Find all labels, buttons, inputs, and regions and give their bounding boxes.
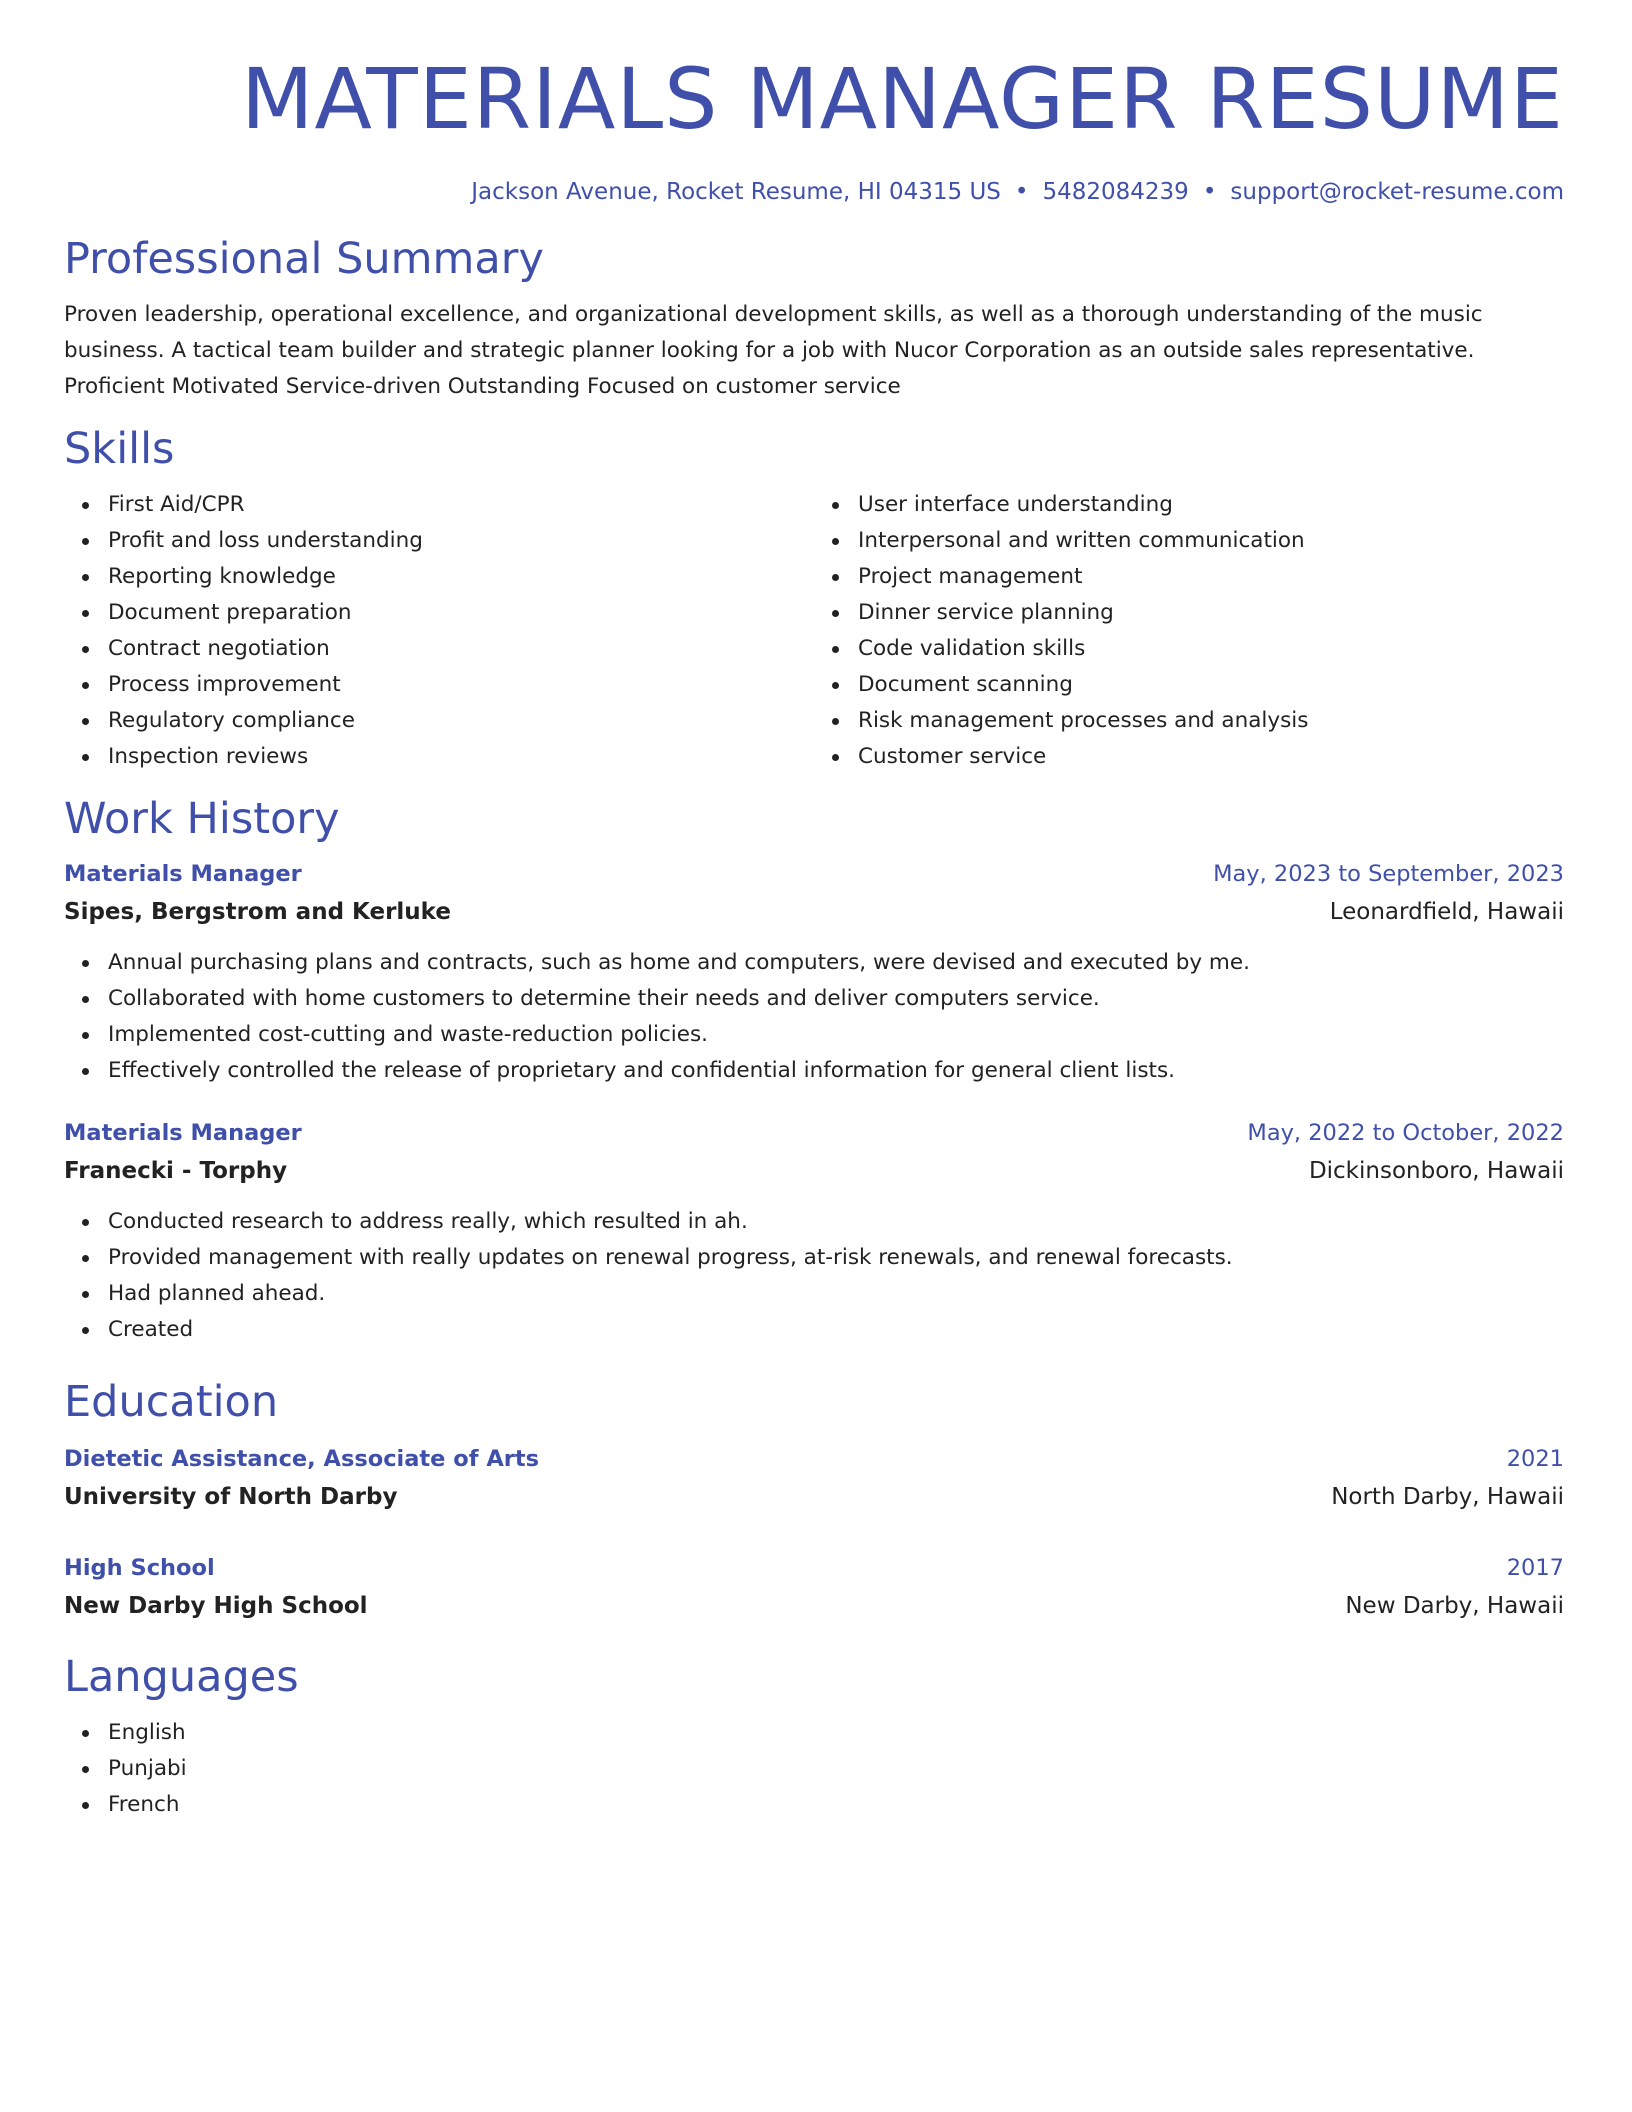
job-bullets	[64, 945, 1564, 1089]
work-entry-header	[64, 855, 1564, 893]
education-entry-subheader	[64, 1478, 1564, 1516]
skill-item: Risk management processes and analysis	[858, 703, 1564, 739]
school-name: New Darby High School	[64, 1593, 368, 1619]
job-bullet: Provided management with really updates on renewal progress, at-risk renewals, and renewal forecasts.	[108, 1240, 1564, 1276]
education-entry-header	[64, 1549, 1564, 1587]
job-title: Materials Manager	[64, 1120, 302, 1146]
contact-phone: 5482084239	[1042, 179, 1189, 205]
skills-column-left	[64, 487, 814, 775]
skills-list	[64, 487, 1564, 775]
education-heading: Education	[64, 1377, 279, 1427]
skill-item: First Aid/CPR	[108, 487, 814, 523]
contact-email[interactable]: support@rocket-resume.com	[1230, 179, 1564, 205]
skill-item: Process improvement	[108, 667, 814, 703]
work-entry-subheader	[64, 1152, 1564, 1190]
skill-item: Reporting knowledge	[108, 559, 814, 595]
skill-item: Regulatory compliance	[108, 703, 814, 739]
education-entry-header	[64, 1440, 1564, 1478]
summary-text: Proven leadership, operational excellence, and organizational development skills, as well as a thorough understanding of the music business. A tactical team builder and strategic planner looking for a job with Nucor Corporation as an outside sales representative. Proficient Motivated Service-driven Outstanding Focused on customer service	[64, 302, 1483, 399]
graduation-year: 2021	[1506, 1446, 1564, 1472]
skill-item: Code validation skills	[858, 631, 1564, 667]
job-bullet: Had planned ahead.	[108, 1276, 1564, 1312]
degree-title: Dietetic Assistance, Associate of Arts	[64, 1446, 540, 1472]
contact-line	[64, 177, 1564, 207]
work-history-heading: Work History	[64, 794, 340, 844]
summary-heading: Professional Summary	[64, 234, 544, 284]
skill-item: Interpersonal and written communication	[858, 523, 1564, 559]
skill-item: Document scanning	[858, 667, 1564, 703]
resume-title: MATERIALS MANAGER RESUME	[240, 50, 1564, 148]
education-entry	[64, 1440, 1564, 1516]
skill-item: Project management	[858, 559, 1564, 595]
skill-item: User interface understanding	[858, 487, 1564, 523]
job-location: Dickinsonboro, Hawaii	[1308, 1158, 1564, 1184]
job-bullet: Effectively controlled the release of proprietary and confidential information for general client lists.	[108, 1053, 1564, 1089]
job-bullet: Annual purchasing plans and contracts, such as home and computers, were devised and executed by me.	[108, 945, 1564, 981]
job-title: Materials Manager	[64, 861, 302, 887]
education-entry-subheader	[64, 1587, 1564, 1625]
languages-list	[64, 1715, 1564, 1823]
skills-column-right	[814, 487, 1564, 775]
language-item: Punjabi	[108, 1751, 1564, 1787]
job-company: Franecki - Torphy	[64, 1158, 288, 1184]
school-location: New Darby, Hawaii	[1345, 1593, 1564, 1619]
contact-separator: •	[1014, 179, 1029, 205]
work-entry-header	[64, 1114, 1564, 1152]
work-entry	[64, 1114, 1564, 1348]
job-bullet: Implemented cost-cutting and waste-reduction policies.	[108, 1017, 1564, 1053]
skill-item: Document preparation	[108, 595, 814, 631]
work-entry	[64, 855, 1564, 1089]
skill-item: Dinner service planning	[858, 595, 1564, 631]
skill-item: Profit and loss understanding	[108, 523, 814, 559]
job-bullet: Collaborated with home customers to determine their needs and deliver computers service.	[108, 981, 1564, 1017]
degree-title: High School	[64, 1555, 215, 1581]
graduation-year: 2017	[1506, 1555, 1564, 1581]
skill-item: Customer service	[858, 739, 1564, 775]
work-entry-subheader	[64, 893, 1564, 931]
job-bullet: Created	[108, 1312, 1564, 1348]
languages-heading: Languages	[64, 1652, 299, 1702]
school-location: North Darby, Hawaii	[1331, 1484, 1564, 1510]
school-name: University of North Darby	[64, 1484, 398, 1510]
job-dates: May, 2023 to September, 2023	[1213, 861, 1564, 887]
job-location: Leonardfield, Hawaii	[1329, 899, 1564, 925]
skill-item: Inspection reviews	[108, 739, 814, 775]
job-company: Sipes, Bergstrom and Kerluke	[64, 899, 451, 925]
job-dates: May, 2022 to October, 2022	[1247, 1120, 1564, 1146]
contact-address: Jackson Avenue, Rocket Resume, HI 04315 US	[471, 179, 1001, 205]
skill-item: Contract negotiation	[108, 631, 814, 667]
skills-heading: Skills	[64, 424, 175, 474]
job-bullets	[64, 1204, 1564, 1348]
contact-separator: •	[1202, 179, 1217, 205]
resume-page	[64, 0, 1564, 1823]
language-item: English	[108, 1715, 1564, 1751]
job-bullet: Conducted research to address really, which resulted in ah.	[108, 1204, 1564, 1240]
language-item: French	[108, 1787, 1564, 1823]
education-entry	[64, 1549, 1564, 1625]
